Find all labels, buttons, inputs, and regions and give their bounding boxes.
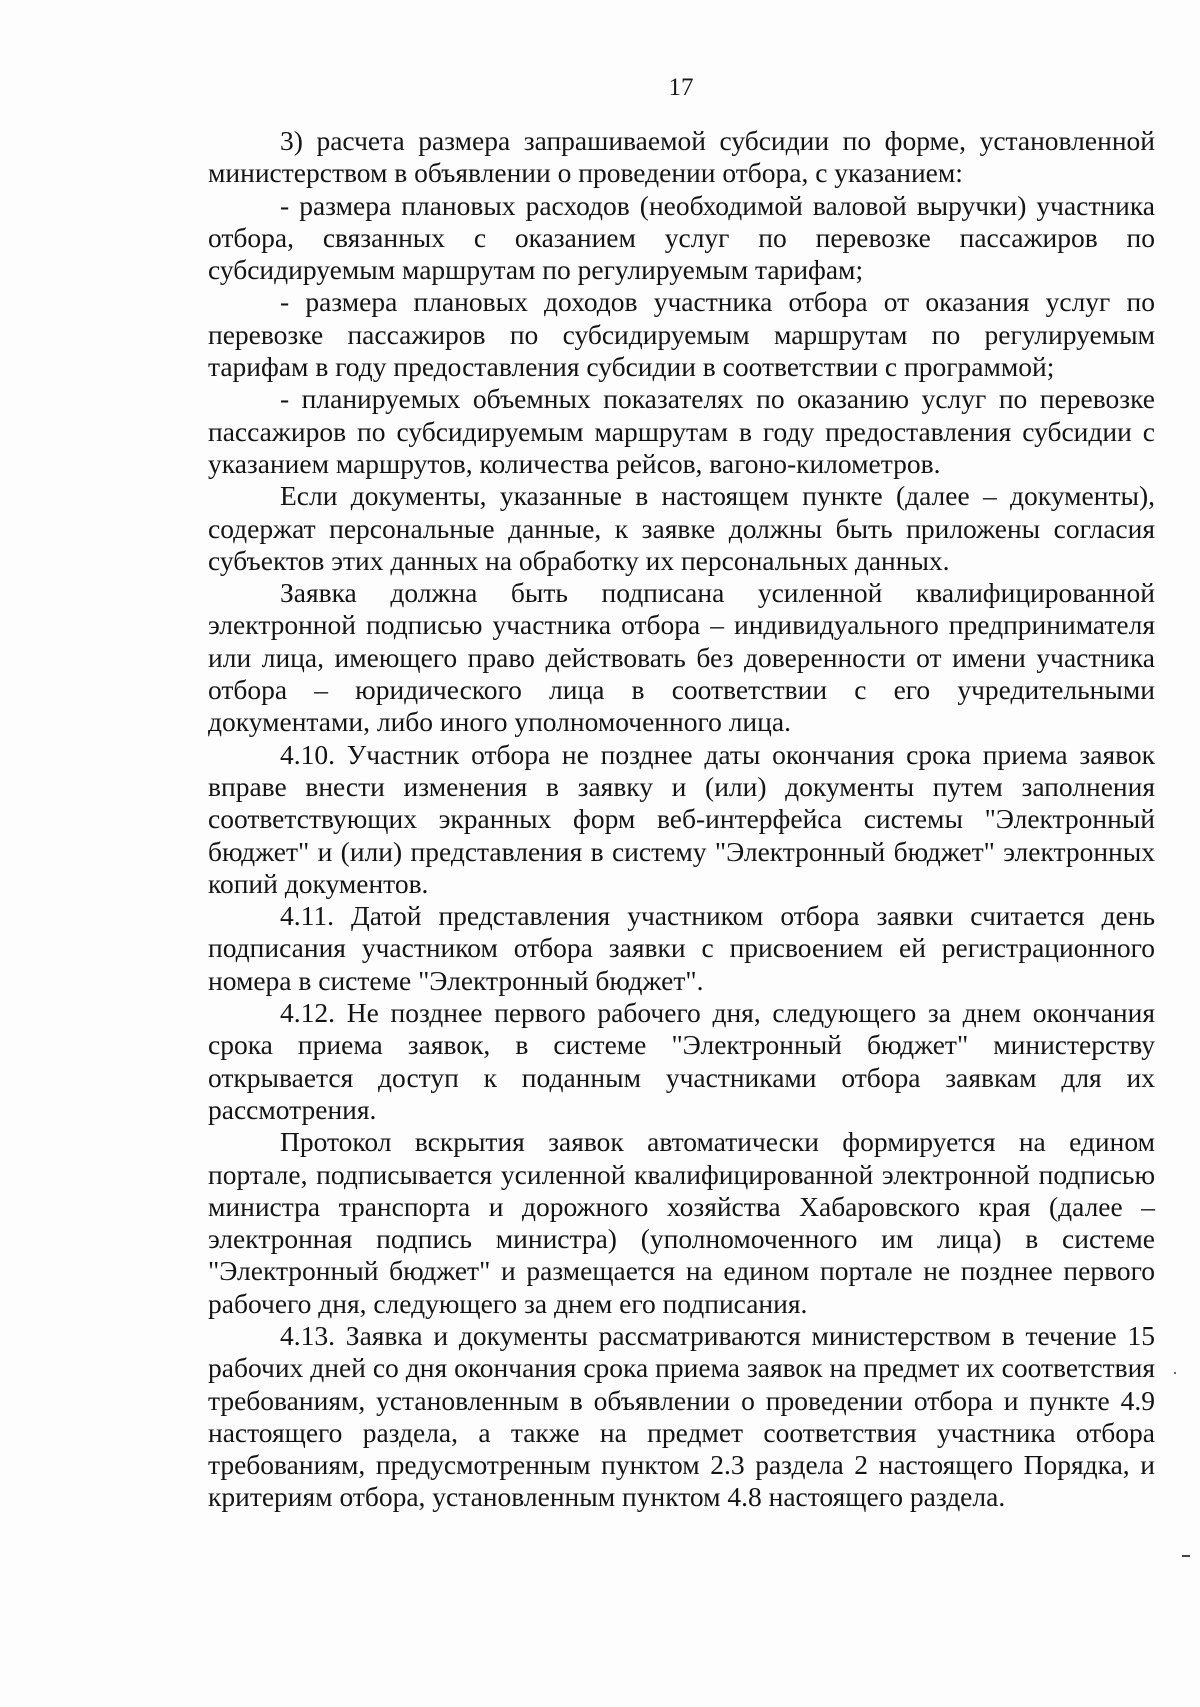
scan-artifact-mark bbox=[1182, 1555, 1190, 1557]
paragraph-planned-expenses: - размера плановых расходов (необходимой валовой выручки) участника отбора, связанных с оказанием услуг по перевозке пассажиров по субсидируемым маршрутам по регулируемым тарифам; bbox=[208, 189, 1155, 286]
paragraph-4-10: 4.10. Участник отбора не позднее даты окончания срока приема заявок вправе внести изменения в заявку и (или) документы путем заполнения соответствующих экранных форм веб-интерфейса системы "Электронный бюджет" и (или) представления в систему "Электронный бюджет" электронных копий документов. bbox=[208, 738, 1155, 899]
paragraph-protocol: Протокол вскрытия заявок автоматически формируется на едином портале, подписывается усиленной квалифицированной электронной подписью министра транспорта и дорожного хозяйства Хабаровского края (далее – электронная подпись министра) (уполномоченного им лица) в системе "Электронный бюджет" и размещается на едином портале не позднее первого рабочего дня, следующего за днем его подписания. bbox=[208, 1126, 1155, 1319]
paragraph-4-11: 4.11. Датой представления участником отбора заявки считается день подписания участником отбора заявки с присвоением ей регистрационного номера в системе "Электронный бюджет". bbox=[208, 900, 1155, 996]
paragraph-4-12: 4.12. Не позднее первого рабочего дня, следующего за днем окончания срока приема заявок, в системе "Электронный бюджет" министерству открывается доступ к поданным участниками отбора заявкам для их рассмотрения. bbox=[208, 997, 1155, 1125]
paragraph-signature: Заявка должна быть подписана усиленной квалифицированной электронной подписью участника отбора – индивидуального предпринимателя или лица, имеющего право действовать без доверенности от имени участника отбора – юридического лица в соответствии с его учредительными документами, либо иного уполномоченного лица. bbox=[208, 577, 1155, 738]
page-number: 17 bbox=[668, 74, 694, 101]
paragraph-4-13: 4.13. Заявка и документы рассматриваются министерством в течение 15 рабочих дней со дня окончания срока приема заявок на предмет их соответствия требованиям, установленным в объявлении о проведении отбора и пункте 4.9 настоящего раздела, а также на предмет соответствия участника отбора требованиям, предусмотренным пунктом 2.3 раздела 2 настоящего Порядка, и критериям отбора, установленным пунктом 4.8 настоящего раздела. bbox=[208, 1319, 1155, 1513]
document-body bbox=[208, 125, 1155, 1514]
scan-artifact-dot bbox=[1174, 1372, 1176, 1374]
paragraph-planned-volume: - планируемых объемных показателях по оказанию услуг по перевозке пассажиров по субсидируемым маршрутам в году предоставления субсидии с указанием маршрутов, количества рейсов, вагоно-километров. bbox=[208, 383, 1155, 479]
paragraph-calculation: 3) расчета размера запрашиваемой субсидии по форме, установленной министерством в объявлении о проведении отбора, с указанием: bbox=[208, 125, 1155, 189]
paragraph-planned-income: - размера плановых доходов участника отбора от оказания услуг по перевозке пассажиров по субсидируемым маршрутам по регулируемым тарифам в году предоставления субсидии в соответствии с программой; bbox=[208, 286, 1155, 383]
paragraph-personal-data: Если документы, указанные в настоящем пункте (далее – документы), содержат персональные данные, к заявке должны быть приложены согласия субъектов этих данных на обработку их персональных данных. bbox=[208, 480, 1155, 576]
